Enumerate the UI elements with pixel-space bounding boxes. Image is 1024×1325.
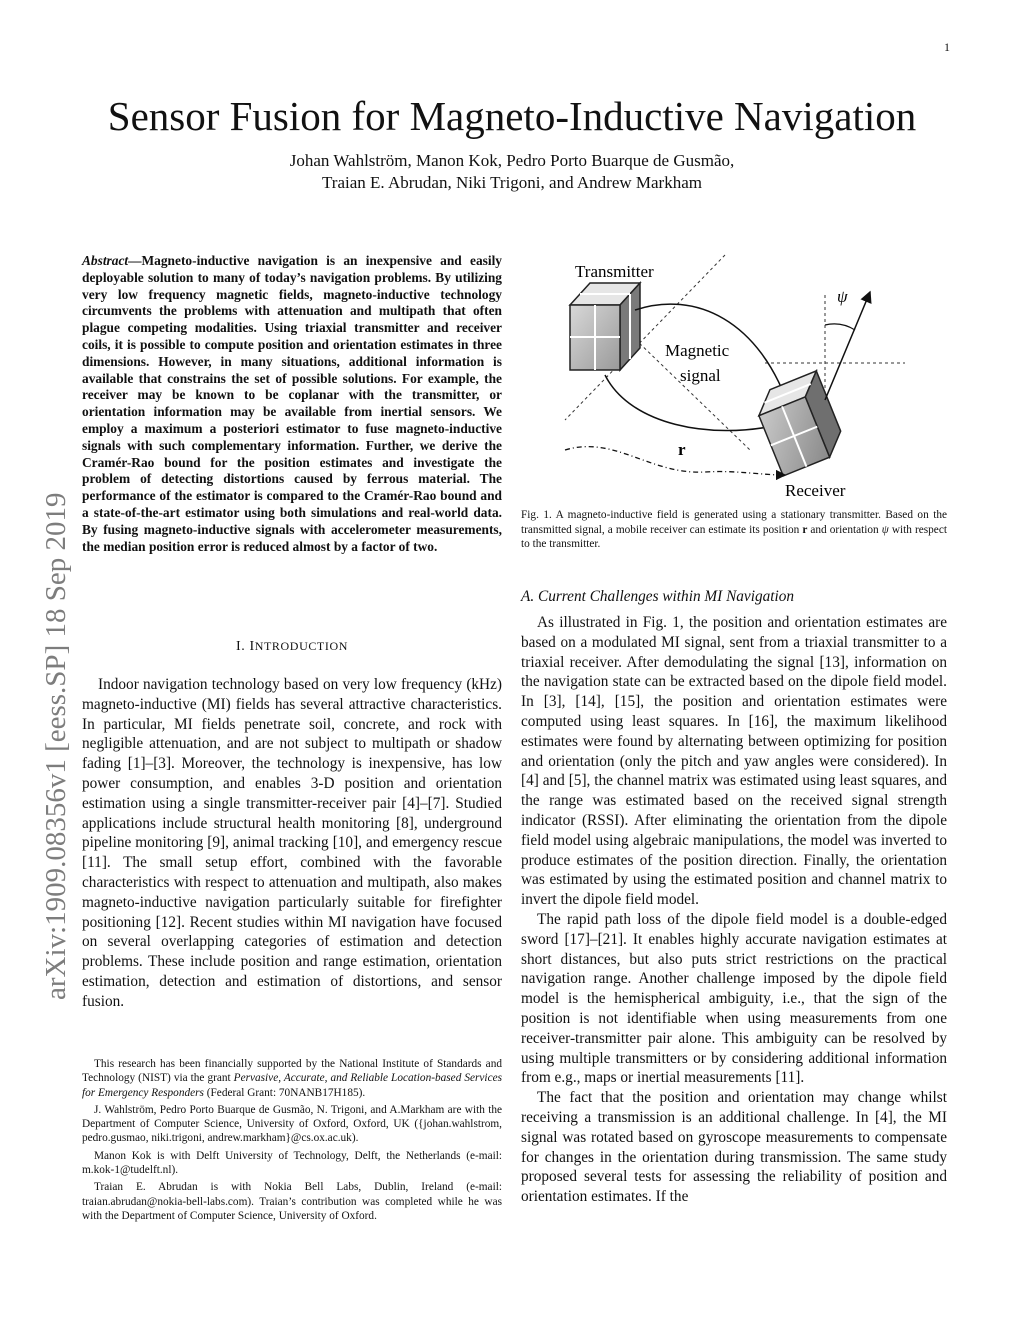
paper-title: Sensor Fusion for Magneto-Inductive Navigation	[107, 93, 917, 139]
caption-prefix: Fig. 1.	[521, 509, 552, 521]
r-label: r	[678, 440, 686, 459]
receiver-label: Receiver	[785, 481, 846, 500]
footnote-text: This research has been financially supported by the National Institute of Standards and Technology (NIST) via the grant	[82, 1058, 502, 1085]
grant-title: Pervasive, Accurate, and Reliable Location-based Services for Emergency Responders	[82, 1072, 502, 1099]
authors-line-2: Traian E. Abrudan, Niki Trigoni, and Andrew Markham	[322, 173, 702, 192]
page-number: 1	[944, 40, 950, 54]
paragraph: As illustrated in Fig. 1, the position and orientation estimates are based on a modulated MI signal, sent from a triaxial transmitter to a triaxial receiver. After demodulating the signal [13], information on the navigation state can be extracted based on the dipole field model. In [3], [14], [15], the position and orientation estimates were computed using least squares. In [16], the maximum likelihood estimates were found by alternating between optimizing for position and orientation (only the pitch and yaw angles were considered). In [4] and [5], the channel matrix was estimated using least squares, and the range was estimated based on the received signal strength indicator (RSSI). After eliminating the orientation from the dipole field model using algebraic manipulations, the model was inverted to produce estimates of the position direction. Finally, the orientation was estimated by using the estimated position and channel matrix to invert the dipole field model.	[521, 614, 947, 909]
caption-text: A magneto-inductive field is generated using a stationary transmitter. Based on the transmitted signal, a mobile receiver can estimate its position	[521, 509, 947, 536]
transmitter-label: Transmitter	[575, 262, 654, 281]
caption-text: and orientation	[807, 523, 882, 536]
caption-text: with respect to the transmitter.	[521, 523, 947, 550]
right-column-body	[521, 613, 947, 1207]
paragraph: Indoor navigation technology based on very low frequency (kHz) magneto-inductive (MI) fields has several attractive characteristics. In particular, MI fields penetrate soil, concrete, and rock with negligible attenuation, and are not subject to multipath or shadow fading [1]–[3]. Moreover, the technology is inexpensive, has low power consumption, and enables 3-D position and orientation estimation using a single transmitter-receiver pair [4]–[7]. Studied applications include structural health monitoring [8], underground pipeline monitoring [9], animal tracking [10], and emergency rescue [11]. The small setup effort, combined with the favorable characteristics with respect to attenuation and multipath, also makes magneto-inductive navigation particularly suitable for firefighter positioning [12]. Recent studies within MI navigation have focused on several overlapping categories of estimation and detection problems. These include position and range estimation, orientation estimation, detection and estimation of distortions, and sensor fusion.	[82, 676, 502, 1010]
footnote-oxford: J. Wahlström, Pedro Porto Buarque de Gusmão, N. Trigoni, and A.Markham are with the Department of Computer Science, University of Oxford, Oxford, UK ({johan.wahlstrom, pedro.gusmao, niki.trigoni, andrew.markham}@cs.ox.ac.uk).	[82, 1103, 502, 1145]
footnote-delft: Manon Kok is with Delft University of Technology, Delft, the Netherlands (e-mail: m.kok-1@tudelft.nl).	[82, 1149, 502, 1177]
caption-psi: ψ	[881, 523, 889, 536]
caption-r: r	[802, 523, 808, 536]
section-title-cap: I	[249, 639, 255, 654]
trajectory-path	[565, 447, 785, 475]
section-numeral: I.	[236, 639, 250, 654]
footnotes	[82, 1057, 502, 1226]
author-list	[0, 150, 1024, 194]
figure-1	[520, 250, 950, 502]
orientation-arrow	[825, 292, 870, 400]
abstract	[82, 253, 502, 555]
paragraph: The fact that the position and orientation may change whilst receiving a transmission is an additional challenge. In [4], the MI signal was rotated based on gyroscope measurements to compensate for changes in the orientation during transmission. The same study proposed several tests for assessing the reliability of position and orientation estimates. If the	[521, 1089, 947, 1206]
transmitter-cube	[570, 283, 640, 370]
psi-label: ψ	[837, 287, 848, 306]
magnetic-label: Magnetic	[665, 341, 730, 360]
footnote-funding	[82, 1057, 502, 1100]
figure-caption	[521, 508, 947, 552]
authors-line-1: Johan Wahlström, Manon Kok, Pedro Porto Buarque de Gusmão,	[289, 151, 735, 170]
footnote-text: (Federal Grant: 70NANB17H185).	[203, 1086, 366, 1099]
footnote-nokia: Traian E. Abrudan is with Nokia Bell Labs, Dublin, Ireland (e-mail: traian.abrudan@nokia-bell-labs.com). Traian’s contribution was completed while he was with the Department of Computer Science, University of Oxford.	[82, 1181, 502, 1222]
abstract-lead: Abstract	[82, 253, 129, 268]
psi-arc	[825, 324, 855, 330]
abstract-text: —Magneto-inductive navigation is an inexpensive and easily deployable solution to many of today’s navigation problems. By utilizing very low frequency magnetic fields, magneto-inductive technology circumvents the problems with attenuation and multipath that often plague competing modalities. Using triaxial transmitter and receiver coils, it is possible to compute position and orientation estimates in three dimensions. However, in many situations, additional information is available that constrains the set of possible solutions. For example, the receiver may be known to be coplanar with the transmitter, or orientation information may be available from inertial sensors. We employ a maximum a posteriori estimator to fuse magneto-inductive signals with such complementary information. Further, we derive the Cramér-Rao bound for the position estimates and investigate the problem of detecting distortions caused by ferrous material. The performance of the estimator is compared to the Cramér-Rao bound and a state-of-the-art estimator using both simulations and real-world data. By fusing magneto-inductive signals with accelerometer measurements, the median position error is reduced almost by a factor of two.	[82, 253, 502, 554]
arxiv-watermark: arXiv:1909.08356v1 [eess.SP] 18 Sep 2019	[40, 492, 72, 1000]
paragraph: The rapid path loss of the dipole field model is a double-edged sword [17]–[21]. It enables highly accurate navigation estimates at short distances, but also puts strict restrictions on the practical navigation range. Another challenge imposed by the dipole field model is the hemispherical ambiguity, i.e., that the sign of the position is not identifiable when using measurements from one receiver-transmitter pair alone. This ambiguity can be resolved by using multiple transmitters or by considering additional information from e.g., maps or inertial measurements [11].	[521, 910, 947, 1087]
section-title-rest: NTRODUCTION	[254, 639, 348, 653]
receiver-cube	[751, 371, 848, 476]
introduction-body	[82, 675, 502, 1012]
subsection-heading-a: A. Current Challenges within MI Navigation	[521, 588, 795, 605]
section-heading-introduction	[82, 639, 502, 655]
signal-label: signal	[680, 366, 721, 385]
